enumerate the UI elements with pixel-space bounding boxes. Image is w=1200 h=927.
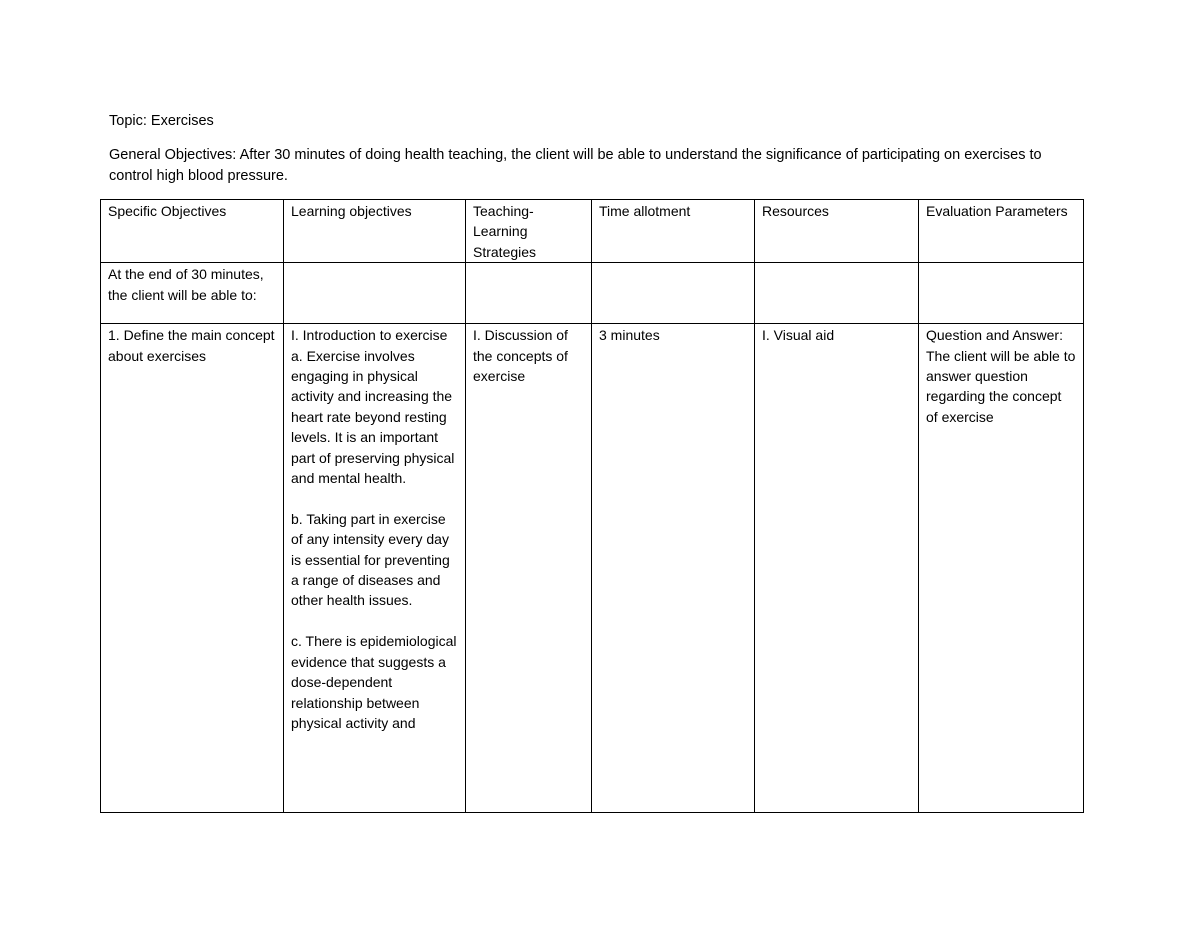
general-objectives: General Objectives: After 30 minutes of doing health teaching, the client will be able to understand the significance of participating on exercises to control high blood pressure. [109, 147, 1042, 184]
table-cell: At the end of 30 minutes, the client will be able to: [101, 263, 284, 324]
table-cell [284, 263, 466, 324]
header-cell: Teaching-Learning Strategies [466, 200, 592, 263]
table-cell [466, 263, 592, 324]
table-cell [919, 263, 1084, 324]
learning-item-a: a. Exercise involves engaging in physical activity and increasing the heart rate beyond resting levels. It is an important part of preserving physical and mental health. [291, 347, 455, 487]
table-row [101, 263, 1084, 324]
evaluation-cell: Question and Answer: The client will be able to answer question regarding the concept of exercise [919, 324, 1084, 813]
header-cell: Resources [755, 200, 919, 263]
table-cell [755, 263, 919, 324]
resources-cell: I. Visual aid [755, 324, 919, 813]
topic-line: Topic: Exercises [109, 113, 214, 129]
strategy-cell: I. Discussion of the concepts of exercise [466, 324, 592, 813]
header-cell: Learning objectives [284, 200, 466, 263]
header-cell: Evaluation Parameters [919, 200, 1084, 263]
learning-heading: I. Introduction to exercise [291, 327, 448, 344]
learning-item-b: b. Taking part in exercise of any intensity every day is essential for preventing a range of diseases and other health issues. [291, 510, 450, 609]
specific-objective-cell: 1. Define the main concept about exercises [101, 324, 284, 813]
table-header-row [101, 200, 1084, 263]
table-cell [592, 263, 755, 324]
learning-objective-cell [284, 324, 466, 813]
table-row [101, 324, 1084, 813]
header-cell: Time allotment [592, 200, 755, 263]
learning-item-c: c. There is epidemiological evidence that suggests a dose-dependent relationship between physical activity and [291, 633, 457, 731]
teaching-plan-table [100, 199, 1084, 813]
paragraph-spacer [291, 488, 458, 508]
paragraph-spacer [291, 611, 458, 631]
time-allotment-cell: 3 minutes [592, 324, 755, 813]
header-cell: Specific Objectives [101, 200, 284, 263]
